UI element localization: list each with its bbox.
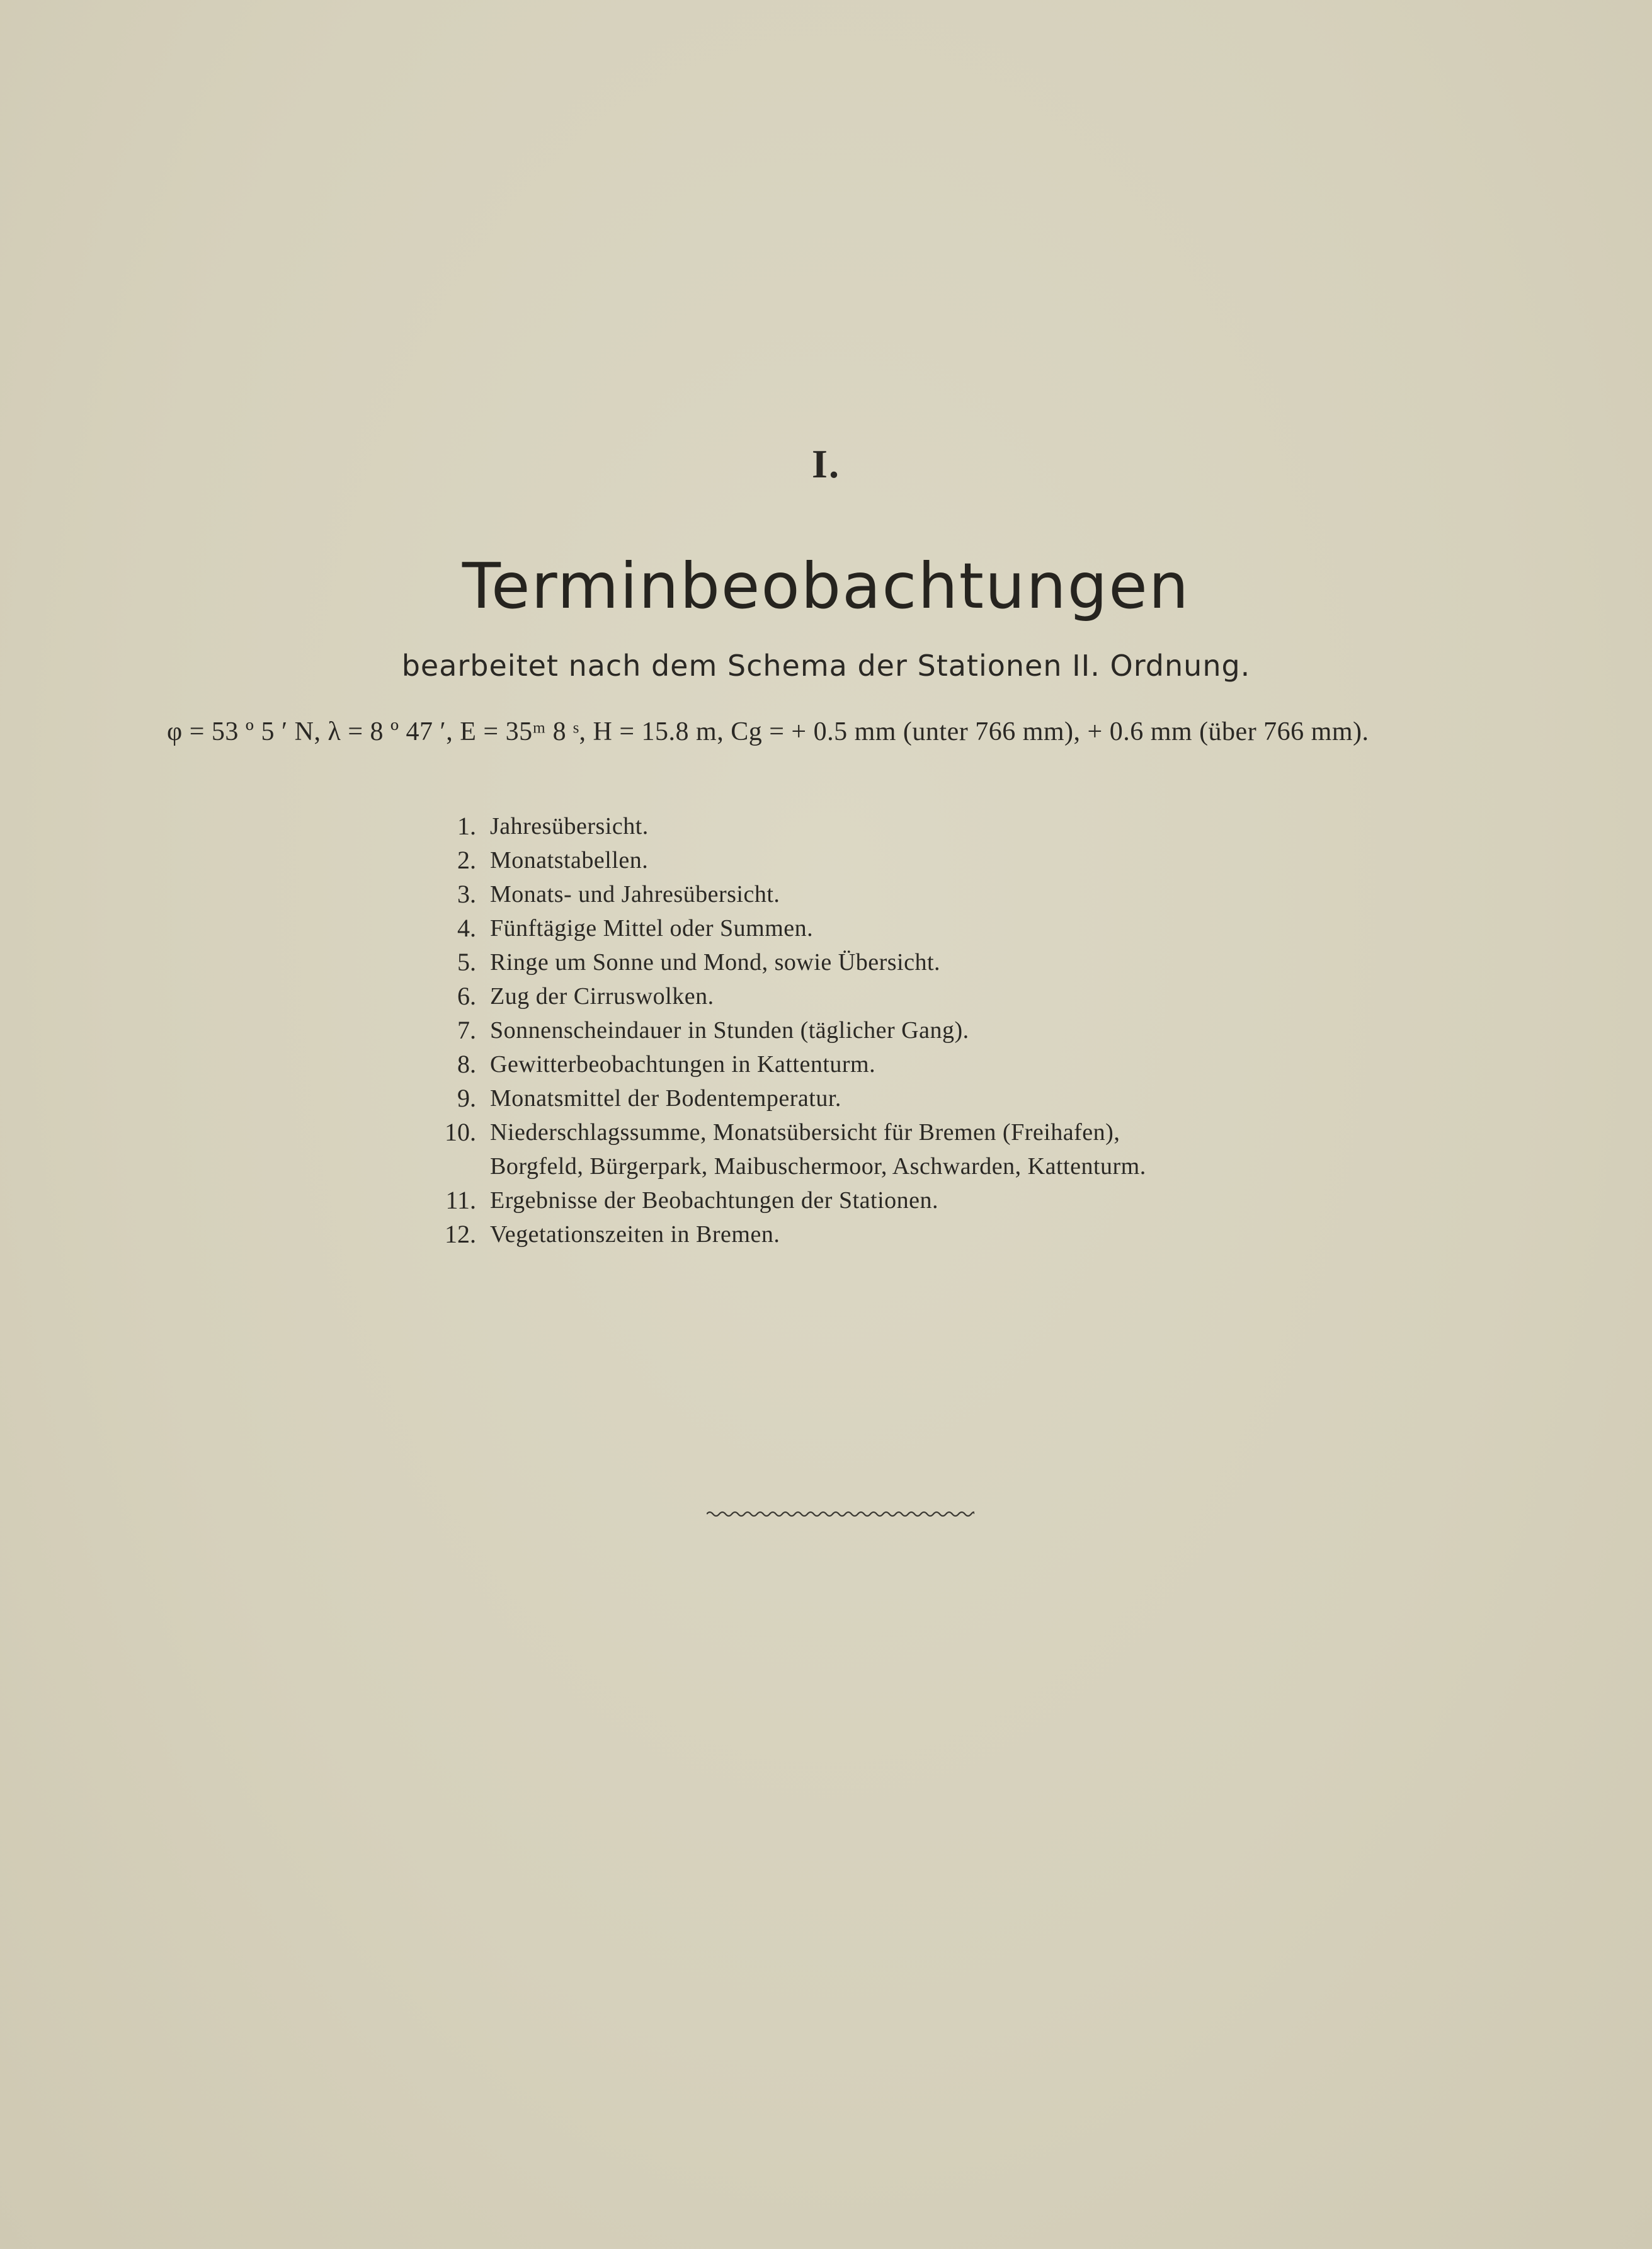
list-item — [428, 1217, 1342, 1251]
contents-list — [428, 809, 1342, 1251]
list-item-text: Sonnenscheindauer in Stunden (täglicher Gang). — [490, 1017, 969, 1044]
station-coordinates: φ = 53 º 5 ′ N, λ = 8 º 47 ′, E = 35ᵐ 8 ˢ, H = 15.8 m, Cg = + 0.5 mm (unter 766 mm), + 0.6 mm (über 766 mm). — [167, 717, 1369, 746]
list-item — [428, 1115, 1342, 1183]
list-item-number: 9. — [457, 1084, 476, 1112]
list-item-continuation: Borgfeld, Bürgerpark, Maibuschermoor, Aschwarden, Kattenturm. — [490, 1153, 1146, 1180]
wavy-divider — [707, 1510, 974, 1518]
list-item — [428, 1081, 1342, 1115]
list-item — [428, 945, 1342, 979]
list-item — [428, 1047, 1342, 1081]
list-item-number: 10. — [445, 1118, 476, 1146]
list-item — [428, 911, 1342, 945]
list-item-text: Monats- und Jahresübersicht. — [490, 881, 780, 908]
list-item-number: 7. — [457, 1016, 476, 1044]
list-item — [428, 843, 1342, 877]
list-item-number: 12. — [445, 1220, 476, 1248]
list-item — [428, 1183, 1342, 1217]
section-number: I. — [812, 441, 840, 486]
list-item-text: Niederschlagssumme, Monatsübersicht für Bremen (Freihafen), — [490, 1119, 1120, 1146]
list-item-number: 5. — [457, 948, 476, 976]
list-item — [428, 877, 1342, 911]
list-item-text: Monatsmittel der Bodentemperatur. — [490, 1085, 841, 1112]
list-item-text: Jahresübersicht. — [490, 813, 649, 840]
list-item — [428, 979, 1342, 1013]
list-item-number: 1. — [457, 812, 476, 840]
list-item-number: 4. — [457, 914, 476, 942]
list-item-number: 11. — [445, 1186, 476, 1214]
list-item-text-block — [490, 1115, 1146, 1183]
list-item-text: Fünftägige Mittel oder Summen. — [490, 915, 814, 942]
list-item — [428, 1013, 1342, 1047]
list-item-text: Gewitterbeobachtungen in Kattenturm. — [490, 1051, 876, 1078]
list-item-text: Ringe um Sonne und Mond, sowie Übersicht. — [490, 949, 941, 976]
list-item-number: 2. — [457, 846, 476, 874]
list-item — [428, 809, 1342, 843]
list-item-text: Zug der Cirruswolken. — [490, 983, 714, 1010]
page-subtitle: bearbeitet nach dem Schema der Stationen II. Ordnung. — [401, 649, 1251, 683]
list-item-number: 8. — [457, 1050, 476, 1078]
list-item-text: Vegetationszeiten in Bremen. — [490, 1221, 780, 1248]
list-item-number: 6. — [457, 982, 476, 1010]
list-item-text: Ergebnisse der Beobachtungen der Stationen. — [490, 1187, 938, 1214]
list-item-text: Monatstabellen. — [490, 847, 649, 874]
list-item-number: 3. — [457, 880, 476, 908]
page-title: Terminbeobachtungen — [462, 549, 1190, 623]
